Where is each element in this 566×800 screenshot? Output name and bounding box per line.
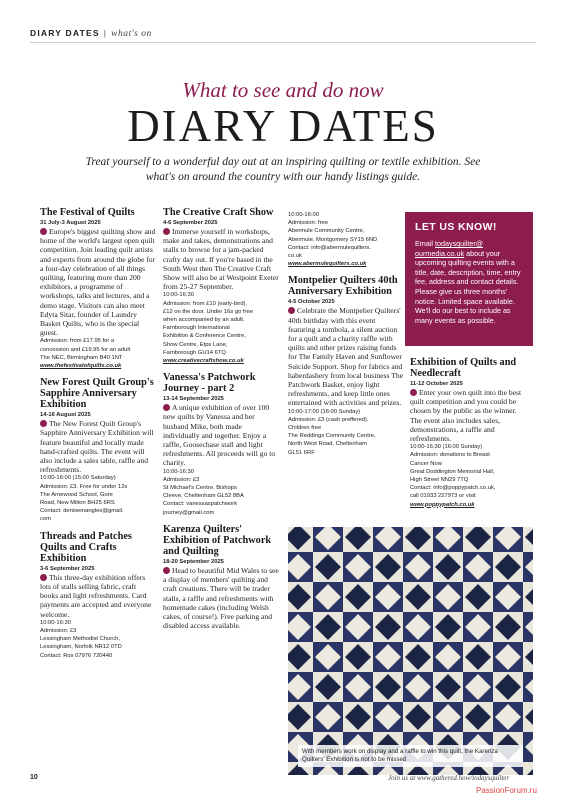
event-info-line: The Reddings Community Centre, xyxy=(288,433,376,440)
event-title: Exhibition of Quilts and Needlecraft xyxy=(410,357,517,379)
event-info-line: High Street NN29 7TQ xyxy=(410,477,469,484)
event-description xyxy=(410,388,526,443)
event-date: 13-14 September 2025 xyxy=(163,396,224,403)
event-listing xyxy=(163,372,280,517)
event-info xyxy=(288,211,403,260)
event-description xyxy=(40,227,156,337)
event-body: Immerse yourself in workshops, make and takes, demonstrations and stalls to browse for a jam-packed crafty day out. If you're based in the South West then The Creative Craft Show will also be at Westpoint Exeter from 25-27 September. xyxy=(163,227,279,292)
event-info-line: Great Doddington Memorial Hall, xyxy=(410,468,495,475)
event-info-line: Admission: free xyxy=(288,220,328,227)
section-label: DIARY DATES xyxy=(30,28,100,38)
event-title: Karenza Quilters' Exhibition of Patchwork and Quilting xyxy=(163,523,272,557)
event-info xyxy=(40,474,156,523)
event-info-line: call 01933 227973 or visit xyxy=(410,493,476,500)
column-3 xyxy=(288,211,403,464)
bullet-dot-icon xyxy=(288,307,295,314)
event-title: Threads and Patches Quilts and Crafts Exhibition xyxy=(40,530,132,564)
bullet-dot-icon xyxy=(40,574,47,581)
box-heading: LET US KNOW! xyxy=(415,221,497,233)
event-info-line: Road, New Milton BH25 6RS xyxy=(40,500,115,507)
event-date: 3-6 September 2025 xyxy=(40,565,95,572)
event-info-line: 10:00-16:00 xyxy=(288,212,319,218)
bullet-dot-icon xyxy=(163,228,170,235)
event-info-line: Admission: from £17.95 for a xyxy=(40,338,115,345)
quilt-photo xyxy=(288,527,533,775)
column-2 xyxy=(163,207,280,637)
event-info-line: journey@gmail.com xyxy=(163,509,215,516)
event-info-line: Admission: £3 (cash preffered). xyxy=(288,416,369,423)
event-description xyxy=(163,403,280,467)
karenza-details xyxy=(288,211,403,268)
event-link[interactable]: www.abermulequilters.co.uk xyxy=(288,261,367,268)
event-link[interactable]: www.creativecraftshow.co.uk xyxy=(163,358,244,365)
event-info-line: The NEC, Birmingham B40 1NT xyxy=(40,354,123,361)
event-info-line: Farnborough International xyxy=(163,325,230,332)
event-description xyxy=(163,566,280,630)
event-info-line: Admission: £3 xyxy=(40,627,77,634)
bullet-dot-icon xyxy=(163,404,170,411)
event-body: Europe's biggest quilting show and home of the world's largest open quilt competition. Join leading quilt artists and experts from around the globe for a four-day celebration of all things quilting, featuring more than 200 exhibitors, a programme of workshops, talks and lectures, and a demo stage. Visitors can also meet Edyta Sitar, founder of Laundry Basket Quilts, who is the special guest. xyxy=(40,227,156,338)
event-info-line: Lessingham, Norfolk NR12 0TD xyxy=(40,644,122,651)
box-text-post: about your upcoming quilting events with a title, date, description, time, entry fee, address and contact details. Please give us three months' notice. Limited space available. We'll do our best to include as many events as possible. xyxy=(415,248,521,325)
event-info xyxy=(410,443,526,509)
bullet-dot-icon xyxy=(40,228,47,235)
event-info-line: 10:00-17:00 (16:00 Sunday) xyxy=(288,408,361,415)
event-info-line: com xyxy=(40,516,51,523)
event-date: 31 July-3 August 2025 xyxy=(40,220,101,226)
event-info-line: St Michael's Centre, Bishops xyxy=(163,485,237,492)
event-info-line: Contact: info@poppypatch.co.uk, xyxy=(410,485,496,492)
footer-text: Join us at www.gathered.how/todaysquilter xyxy=(388,774,510,782)
kicker: What to see and do now xyxy=(182,78,384,102)
page-number: 10 xyxy=(30,774,38,781)
event-title: Montpelier Quilters 40th Anniversary Exhibition xyxy=(288,275,398,298)
event-listing xyxy=(163,207,280,365)
event-info-line: Cancer Now xyxy=(410,460,442,467)
event-description xyxy=(163,227,280,291)
event-info-line: GL51 6RF xyxy=(288,449,315,456)
event-info-line: concession and £19.95 for an adult xyxy=(40,346,131,353)
event-info-line: Lessingham Methodist Church, xyxy=(40,636,120,643)
box-text-pre: Email xyxy=(415,239,435,248)
quilt-image xyxy=(288,527,533,775)
event-info xyxy=(288,408,403,457)
event-info-line: Contact: vanessaspatchwork xyxy=(163,501,238,508)
event-link[interactable]: www.thefestivalofquilts.co.uk xyxy=(40,363,122,370)
header-rule xyxy=(30,42,536,43)
event-info-line: Cleeve, Cheltenham GL52 8BA xyxy=(163,493,244,500)
event-info xyxy=(40,619,156,660)
column-4 xyxy=(410,357,526,516)
bullet-dot-icon xyxy=(40,420,47,427)
event-body: Enter your own quilt into the best quilt competition and you could be chosen by the public as the winner. The event also includes sales, demonstrations, a raffle and refreshments. xyxy=(410,388,522,444)
subsection-label: what's on xyxy=(111,29,152,39)
event-info-line: when accompanied by an adult. xyxy=(163,317,245,324)
event-info-line: Exhibition & Conference Centre, xyxy=(163,333,246,340)
event-listing xyxy=(288,275,403,456)
event-body: Celebrate the Montpelier Quilters' 40th birthday with this event featuring a tombola, a silent auction for a quilt and a charity raffle with quilts and other prizes raising funds for The Family Haven and Sunflower Suicide Support. Shop for fabrics and haberdashery from local business The Patchwork Basket, enjoy light refreshments, and keep little ones entertained with activities and prizes. xyxy=(288,306,403,408)
event-listing xyxy=(410,357,526,509)
event-date: 4-6 September 2025 xyxy=(163,220,218,226)
event-info xyxy=(163,291,280,365)
event-info-line: Abermule, Montgomery SY15 6ND xyxy=(288,236,378,243)
event-date: 14-16 August 2025 xyxy=(40,412,91,419)
event-listing xyxy=(40,377,156,523)
event-info-line: 10:00-16:30 xyxy=(40,619,71,626)
event-date: 18-20 September 2025 xyxy=(163,558,224,565)
event-info xyxy=(163,468,280,517)
event-info-line: £12 on the door. Under 16s go free xyxy=(163,308,253,315)
event-info-line: North West Road, Cheltenham xyxy=(288,441,367,448)
event-info-line: Show Centre, Etps Lane, xyxy=(163,341,228,348)
event-body: This three-day exhibition offers lots of stalls selling fabric, craft books and light refreshments. Card payments are accepted and everyone welcome. xyxy=(40,572,152,619)
header-separator: | xyxy=(103,28,108,38)
event-title: The Festival of Quilts xyxy=(40,207,135,218)
running-header xyxy=(30,28,152,39)
event-link[interactable]: www.poppypatch.co.uk xyxy=(410,501,475,508)
event-listing xyxy=(40,531,156,660)
event-info-line: 10:00-16:30 xyxy=(163,292,194,299)
event-date: 11-12 October 2025 xyxy=(410,381,463,387)
event-info-line: Contact: Ros 07976 720440 xyxy=(40,652,113,659)
box-text xyxy=(415,239,525,325)
event-description xyxy=(40,419,156,474)
photo-caption: With members work on display and a raffle to win this quilt, the Karenza Quilters' Exhibition is not to be missed xyxy=(298,745,523,767)
column-1 xyxy=(40,207,156,667)
event-title: Vanessa's Patchwork Journey - part 2 xyxy=(163,372,256,395)
event-info-line: co.uk xyxy=(288,253,302,260)
event-info-line: Contact: denisemangles@gmail. xyxy=(40,508,124,515)
event-info-line: Contact: info@abermulequilters. xyxy=(288,244,371,251)
event-body: Head to beautiful Mid Wales to see a display of members' quilting and craft creations. There will be trader stalls, a raffle and refreshments with homemade cakes (including Welsh cakes, of course!). Free parking and disabled access available. xyxy=(163,565,279,631)
event-info-line: Children free xyxy=(288,425,322,432)
event-info-line: Admission: £3. Free for under 12s xyxy=(40,483,128,490)
let-us-know-box xyxy=(405,212,533,346)
event-info-line: Abermule Community Centre, xyxy=(288,228,365,235)
event-body: A unique exhibition of over 100 new quilts by Vanessa and her husband Mike, both made individually and together. Enjoy a raffle, Goosechase stall and light refreshments. All proceeds will go to charity. xyxy=(163,403,276,468)
event-info-line: 10:00-16:00 (15:00 Saturday) xyxy=(40,475,116,482)
page-title: DIARY DATES xyxy=(127,101,439,151)
event-date: 4-5 October 2025 xyxy=(288,299,335,306)
bullet-dot-icon xyxy=(410,389,417,396)
event-info-line: Admission: £3 xyxy=(163,476,200,483)
event-info-line: Admission: donations to Breast xyxy=(410,452,490,459)
event-info xyxy=(40,337,156,370)
event-listing xyxy=(40,207,156,370)
intro-text: Treat yourself to a wonderful day out at an inspiring quilting or textile exhibition. See what's on around the country with our handy listings guide. xyxy=(85,156,481,183)
bullet-dot-icon xyxy=(163,567,170,574)
watermark: PassionForum.ru xyxy=(476,786,537,795)
event-info-line: 10:00-16:30 (16:00 Sunday) xyxy=(410,444,483,451)
box-email-link[interactable]: todaysquilter@ ourmedia.co.uk xyxy=(415,239,484,258)
event-info-line: Farnborough GU14 6TQ xyxy=(163,349,226,356)
event-info-line: Admission: from £10 (early-bird), xyxy=(163,300,248,307)
event-body: The New Forest Quilt Group's Sapphire Anniversary Exhibition will feature beautiful and locally made hand-crafted quilts. The event will also include a sales table, raffle and refreshments. xyxy=(40,419,154,475)
event-description xyxy=(288,306,403,407)
event-title: New Forest Quilt Group's Sapphire Anniversary Exhibition xyxy=(40,377,154,411)
event-title: The Creative Craft Show xyxy=(163,207,274,218)
event-description xyxy=(40,573,156,619)
event-info-line: 10:00-16:30 xyxy=(163,468,194,475)
event-info-line: The Arnewood School, Gore xyxy=(40,491,113,498)
event-listing xyxy=(163,524,280,630)
